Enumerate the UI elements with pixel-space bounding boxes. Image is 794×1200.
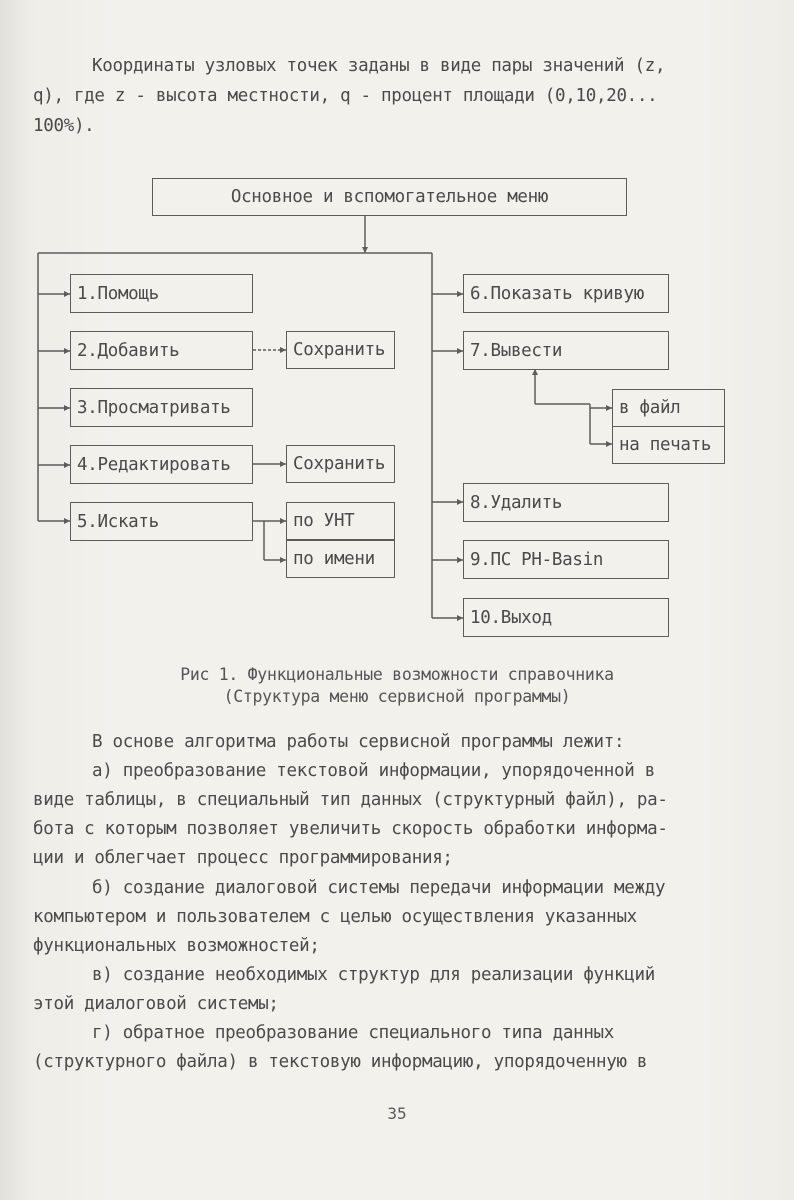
menu-item-help: 1.Помощь [70,274,253,313]
menu-item-delete: 8.Удалить [463,483,669,522]
body-line-1: В основе алгоритма работы сервисной программы лежит: [92,732,625,752]
body-line-10: этой диалоговой системы; [33,994,279,1014]
page-number: 35 [387,1104,407,1123]
intro-line-3: 100%). [33,116,95,136]
body-line-9: в) создание необходимых структур для реализации функций [92,965,655,985]
body-line-11: г) обратное преобразование специального типа данных [92,1023,615,1043]
body-line-7: компьютером и пользователем с целью осуществления указанных [33,907,637,927]
menu-item-ph-basin: 9.ПС PH-Basin [463,540,669,579]
body-line-8: функциональных возможностей; [33,936,320,956]
menu-item-show-curve: 6.Показать кривую [463,274,669,313]
submenu-search-by-name: по имени [286,540,395,578]
menu-item-exit: 10.Выход [463,598,669,637]
submenu-output-file: в файл [612,389,725,427]
body-line-12: (структурного файла) в текстовую информацию, упорядоченную в [33,1052,648,1072]
body-line-5: ции и облегчает процесс программирования; [33,848,453,868]
submenu-edit-save: Сохранить [286,445,395,483]
submenu-search-by-code: по УНТ [286,502,395,540]
body-line-6: б) создание диалоговой системы передачи информации между [92,878,666,898]
intro-line-1: Координаты узловых точек заданы в виде пары значений (z, [92,56,666,76]
menu-item-edit: 4.Редактировать [70,445,253,484]
menu-item-browse: 3.Просматривать [70,388,253,427]
body-line-4: бота с которым позволяет увеличить скорость обработки информа- [33,819,668,839]
body-line-2: а) преобразование текстовой информации, упорядоченной в [92,761,655,781]
submenu-output-print: на печать [612,426,725,464]
main-menu-box: Основное и вспомогательное меню [152,178,627,216]
figure-caption-line-1: Рис 1. Функциональные возможности справочника [180,665,614,684]
menu-item-search: 5.Искать [70,502,253,541]
body-line-3: виде таблицы, в специальный тип данных (структурный файл), ра- [33,790,668,810]
figure-caption-line-2: (Структура меню сервисной программы) [223,687,571,706]
menu-item-output: 7.Вывести [463,331,669,370]
intro-line-2: q), где z - высота местности, q - процент площади (0,10,20... [33,86,658,106]
menu-item-add: 2.Добавить [70,331,253,370]
submenu-add-save: Сохранить [286,331,395,369]
